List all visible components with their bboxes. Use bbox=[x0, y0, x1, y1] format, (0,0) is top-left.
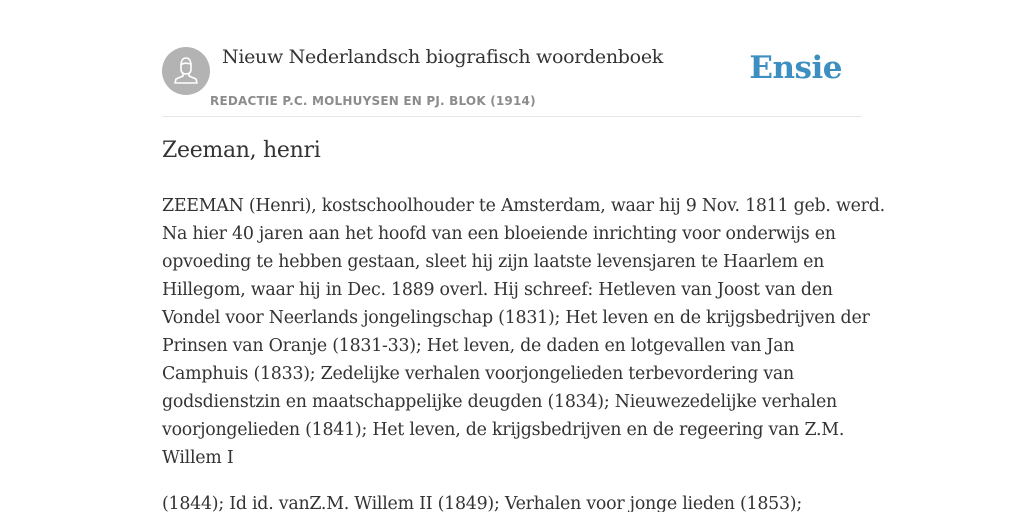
paragraph-line: Willem I bbox=[162, 448, 234, 468]
paragraph-line: Vondel voor Neerlands jongelingschap (1831); Het leven en de krijgsbedrijven der bbox=[162, 308, 870, 328]
entry-paragraph-continued: (1844); Id id. vanZ.M. Willem II (1849); Verhalen voor jonge lieden (1853); bbox=[162, 494, 802, 512]
source-subtitle: REDACTIE P.C. MOLHUYSEN EN PJ. BLOK (1914) bbox=[210, 94, 536, 108]
source-header bbox=[162, 0, 862, 117]
source-avatar[interactable] bbox=[162, 47, 210, 95]
ensie-logo-link[interactable]: Ensie bbox=[749, 50, 842, 86]
entry-paragraph bbox=[162, 192, 885, 472]
paragraph-line: ZEEMAN (Henri), kostschoolhouder te Amsterdam, waar hij 9 Nov. 1811 geb. werd. bbox=[162, 196, 885, 216]
user-icon bbox=[162, 47, 210, 95]
paragraph-line: Hillegom, waar hij in Dec. 1889 overl. Hij schreef: Hetleven van Joost van den bbox=[162, 280, 833, 300]
paragraph-line: voorjongelieden (1841); Het leven, de krijgsbedrijven en de regeering van Z.M. bbox=[162, 420, 845, 440]
paragraph-line: godsdienstzin en maatschappelijke deugden (1834); Nieuwezedelijke verhalen bbox=[162, 392, 837, 412]
paragraph-line: Prinsen van Oranje (1831-33); Het leven, de daden en lotgevallen van Jan bbox=[162, 336, 795, 356]
paragraph-line: Camphuis (1833); Zedelijke verhalen voorjongelieden terbevordering van bbox=[162, 364, 794, 384]
paragraph-line: opvoeding te hebben gestaan, sleet hij zijn laatste levensjaren te Haarlem en bbox=[162, 252, 825, 272]
entry-title: Zeeman, henri bbox=[162, 138, 321, 163]
source-title[interactable]: Nieuw Nederlandsch biografisch woordenboek bbox=[222, 46, 663, 68]
paragraph-line: Na hier 40 jaren aan het hoofd van een bloeiende inrichting voor onderwijs en bbox=[162, 224, 836, 244]
